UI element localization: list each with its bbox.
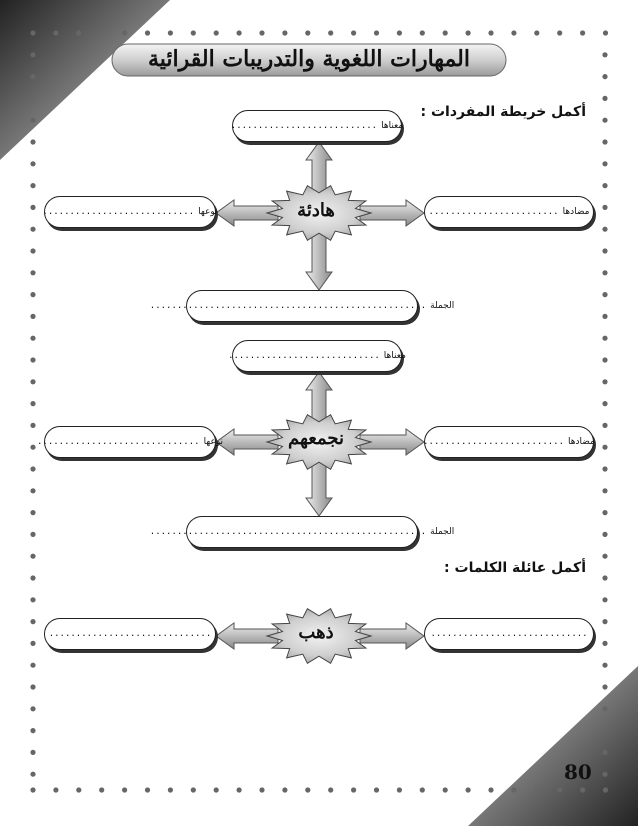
map1-meaning-blank[interactable]: ........................... (230, 121, 378, 131)
map1-meaning-label: معناها (381, 121, 404, 131)
map2-type-blank[interactable]: .............................. (37, 437, 200, 447)
map2-type-field[interactable] (37, 426, 223, 458)
map2-sentence-field[interactable] (149, 516, 455, 548)
family-right-blank[interactable]: ............................. (430, 629, 588, 639)
map2-antonym-field[interactable] (424, 426, 594, 458)
map1-sentence-label: الجملة (430, 301, 455, 311)
map2-sentence-label: الجملة (430, 527, 455, 537)
map2-meaning-field[interactable] (228, 340, 406, 372)
family-right-field[interactable] (424, 618, 594, 650)
map1-type-label: نوعها (198, 207, 218, 217)
map1-type-field[interactable] (44, 196, 216, 228)
map1-antonym-field[interactable] (424, 196, 594, 228)
map2-antonym-label: مضادها (568, 437, 595, 447)
map1-type-blank[interactable]: ............................ (42, 207, 195, 217)
map2-antonym-blank[interactable]: .......................... (423, 437, 564, 447)
map1-antonym-label: مضادها (562, 207, 590, 217)
family-center-word: ذهب (298, 622, 334, 643)
map1-sentence-blank[interactable]: ................................................... (149, 301, 427, 311)
map2-sentence-blank[interactable]: ................................................... (149, 527, 427, 537)
word-family-heading: أكمل عائلة الكلمات : (444, 560, 586, 576)
map1-antonym-blank[interactable]: ........................ (428, 207, 559, 217)
page-number: 80 (564, 760, 592, 784)
map1-center-word: هادئة (297, 200, 335, 221)
page-title: المهارات اللغوية والتدريبات القرائية (148, 46, 470, 72)
family-left-field[interactable] (44, 618, 216, 650)
vocabulary-map-heading: أكمل خريطة المفردات : (420, 104, 586, 120)
map2-type-label: نوعها (203, 437, 223, 447)
map2-meaning-blank[interactable]: ............................ (228, 351, 380, 361)
map1-sentence-field[interactable] (149, 290, 455, 322)
map1-meaning-field[interactable] (232, 110, 402, 142)
family-left-blank[interactable]: .............................. (48, 629, 212, 639)
map2-meaning-label: معناها (383, 351, 406, 361)
map2-center-word: نجمعهم (288, 428, 344, 449)
